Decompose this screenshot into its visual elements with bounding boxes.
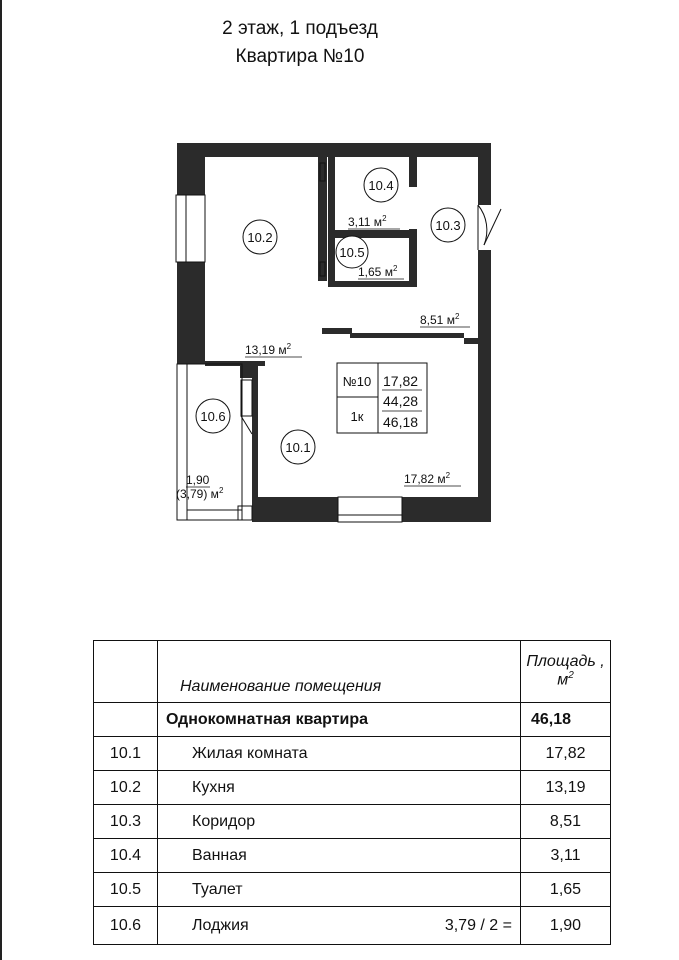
wall-bottom-left	[252, 497, 338, 522]
row-area: 17,82	[521, 737, 611, 771]
table-row	[94, 839, 611, 873]
table-row	[94, 805, 611, 839]
svg-text:10.6: 10.6	[200, 409, 226, 424]
wall-bath-right	[409, 155, 417, 187]
row-area: 8,51	[521, 805, 611, 839]
area-10-6-line2: (3,79) $м^2$	[176, 486, 224, 501]
header-name-cell: Наименование помещения	[158, 641, 521, 703]
area-10-5: 1,65 $м^2$	[358, 264, 398, 279]
table-row	[94, 907, 611, 945]
row-num: 10.5	[94, 873, 158, 907]
row-num: 10.4	[94, 839, 158, 873]
row-num: 10.3	[94, 805, 158, 839]
summary-name: Однокомнатная квартира	[158, 703, 521, 737]
summary-row	[94, 703, 611, 737]
apartment-info-box	[337, 363, 427, 433]
info-total-loggia: 46,18	[383, 414, 419, 430]
header-area-label: Площадь ,	[526, 653, 605, 671]
wall-bottom-right	[402, 497, 491, 522]
header-num-cell	[94, 641, 158, 703]
wall-corridor-b	[350, 333, 464, 338]
table-row	[94, 737, 611, 771]
svg-text:10.4: 10.4	[368, 178, 394, 193]
row-name: Ванная	[158, 839, 521, 873]
svg-text:10.1: 10.1	[285, 440, 311, 455]
area-10-2: 13,19 $м^2$	[245, 342, 292, 357]
area-10-6-line1: 1,90	[186, 473, 210, 487]
row-area: 1,65	[521, 873, 611, 907]
wall-corridor-a	[322, 328, 352, 334]
walls	[177, 143, 491, 522]
row-num: 10.2	[94, 771, 158, 805]
row-formula: 3,79 / 2 =	[444, 916, 512, 934]
area-10-3: 8,51 $м^2$	[420, 312, 460, 327]
header-area-unit: $м^2$	[557, 669, 574, 689]
row-name: Туалет	[158, 873, 521, 907]
svg-text:10.2: 10.2	[247, 230, 273, 245]
row-num: 10.1	[94, 737, 158, 771]
row-num: 10.6	[94, 907, 158, 945]
wall-right-lower	[478, 250, 491, 522]
wall-left-lower	[177, 262, 205, 364]
row-name: Кухня	[158, 771, 521, 805]
living-window	[338, 497, 402, 522]
balcony-door	[241, 380, 252, 416]
svg-text:10.3: 10.3	[435, 218, 461, 233]
apartment-title: Квартира №10	[235, 46, 365, 67]
row-area: 13,19	[521, 771, 611, 805]
info-rooms: 1к	[350, 409, 364, 424]
wall-corridor-c	[464, 338, 480, 344]
info-number: №10	[342, 374, 372, 389]
summary-area: 46,18	[521, 703, 611, 737]
table-row	[94, 873, 611, 907]
wall-toilet-bottom	[328, 281, 416, 287]
header-area-cell	[521, 641, 611, 703]
wall-living-left	[252, 364, 258, 522]
row-area: 1,90	[521, 907, 611, 945]
row-name-cell	[158, 907, 521, 945]
floor-entrance-title: 2 этаж, 1 подъезд	[222, 18, 378, 39]
area-10-4: 3,11 $м^2$	[348, 214, 387, 229]
area-10-1: 17,82 $м^2$	[404, 471, 451, 486]
row-name: Коридор	[158, 805, 521, 839]
wall-toilet-right	[409, 229, 417, 287]
row-name: Лоджия	[192, 916, 249, 934]
wall-left-upper	[177, 143, 205, 195]
table-row	[94, 771, 611, 805]
wall-bath-left	[328, 155, 335, 281]
wall-right-upper	[478, 143, 491, 205]
row-name: Жилая комната	[158, 737, 521, 771]
wall-top	[177, 143, 491, 157]
summary-num-cell	[94, 703, 158, 737]
rooms-table	[93, 640, 611, 945]
wall-bath-toilet	[328, 230, 416, 238]
info-living: 17,82	[383, 373, 419, 389]
svg-text:10.5: 10.5	[339, 245, 365, 260]
info-total: 44,28	[383, 393, 419, 409]
kitchen-window	[176, 195, 205, 262]
row-area: 3,11	[521, 839, 611, 873]
entrance-door	[478, 205, 501, 250]
table-header-row	[94, 641, 611, 703]
